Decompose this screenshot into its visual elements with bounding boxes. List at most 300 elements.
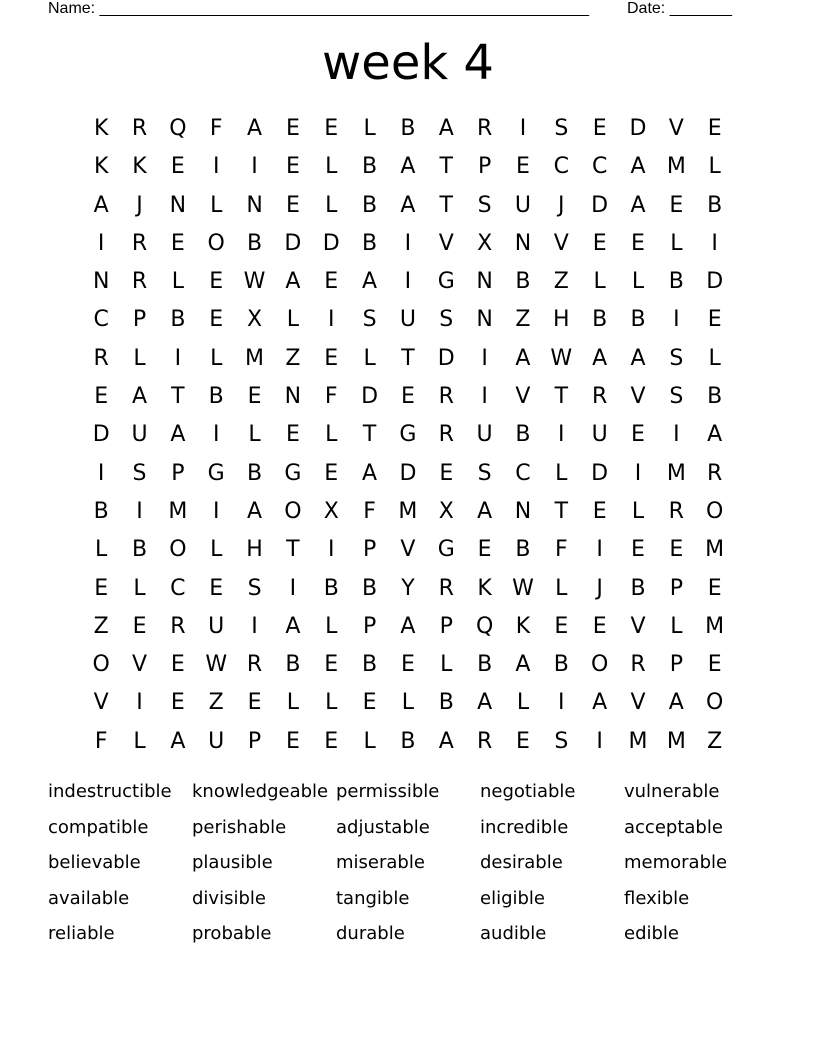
grid-letter[interactable]: L [286,690,300,716]
grid-letter[interactable]: B [400,116,416,141]
grid-letter[interactable]: I [519,116,527,141]
grid-letter[interactable]: A [400,154,416,180]
grid-letter[interactable]: E [170,230,185,256]
grid-letter[interactable]: O [706,690,724,716]
grid-letter[interactable]: E [247,384,262,410]
grid-letter[interactable]: N [284,384,302,410]
grid-letter[interactable]: V [668,116,684,141]
grid-letter[interactable]: E [285,116,300,141]
grid-letter[interactable]: L [325,192,338,218]
grid-letter[interactable]: Z [208,690,224,716]
grid-letter[interactable]: R [476,116,493,141]
grid-letter[interactable]: D [92,422,110,448]
grid-letter[interactable]: L [555,575,568,601]
grid-letter[interactable]: T [554,498,569,524]
grid-letter[interactable]: E [285,422,300,448]
grid-letter[interactable]: R [93,345,109,371]
grid-letter[interactable]: B [515,422,531,448]
grid-letter[interactable]: R [131,116,148,141]
grid-letter[interactable]: I [97,460,105,486]
grid-letter[interactable]: B [515,537,531,563]
grid-letter[interactable]: R [131,269,148,295]
grid-letter[interactable]: A [438,116,454,141]
grid-letter[interactable]: U [476,422,493,448]
grid-letter[interactable]: A [707,422,723,448]
grid-letter[interactable]: B [438,690,454,716]
grid-letter[interactable]: B [592,307,608,333]
grid-letter[interactable]: E [324,460,339,486]
grid-letter[interactable]: L [133,575,146,601]
grid-letter[interactable]: D [322,230,340,256]
grid-letter[interactable]: B [285,652,301,678]
grid-letter[interactable]: S [669,384,684,410]
grid-letter[interactable]: O [706,498,724,524]
grid-letter[interactable]: L [401,690,415,716]
grid-letter[interactable]: I [596,728,603,754]
grid-letter[interactable]: E [592,613,607,639]
grid-letter[interactable]: S [247,575,262,601]
grid-letter[interactable]: Z [93,613,109,639]
grid-letter[interactable]: P [362,613,377,639]
grid-letter[interactable]: I [673,307,680,333]
grid-letter[interactable]: M [245,345,265,371]
grid-letter[interactable]: X [477,230,493,256]
grid-letter[interactable]: I [289,575,297,601]
word-list-item: probable [192,923,272,945]
grid-letter[interactable]: I [136,690,143,716]
grid-letter[interactable]: J [558,192,565,218]
grid-letter[interactable]: E [592,230,607,256]
grid-letter[interactable]: L [171,269,184,295]
grid-row [82,301,734,339]
grid-letter[interactable]: B [93,498,109,524]
grid-letter[interactable]: L [133,728,146,754]
word-list-item: edible [624,923,680,945]
grid-letter[interactable]: U [131,422,148,448]
grid-letter[interactable]: A [477,690,493,716]
grid-letter[interactable]: E [439,460,454,486]
grid-letter[interactable]: L [133,345,146,371]
grid-letter[interactable]: I [481,384,488,410]
grid-letter[interactable]: M [705,537,725,563]
grid-letter[interactable]: H [246,537,263,563]
grid-letter[interactable]: X [247,307,263,333]
grid-letter[interactable]: I [481,345,488,371]
grid-letter[interactable]: C [93,307,109,333]
grid-letter[interactable]: C [170,575,186,601]
grid-letter[interactable]: D [399,460,417,486]
grid-letter[interactable]: F [209,116,223,141]
grid-letter[interactable]: B [630,575,646,601]
grid-letter[interactable]: U [591,422,608,448]
grid-letter[interactable]: G [284,460,302,486]
grid-letter[interactable]: B [707,192,723,218]
grid-letter[interactable]: R [476,728,493,754]
grid-letter[interactable]: B [477,652,493,678]
grid-letter[interactable]: E [132,613,147,639]
grid-letter[interactable]: E [631,422,645,448]
grid-letter[interactable]: O [92,652,110,678]
grid-letter[interactable]: I [558,422,565,448]
grid-letter[interactable]: A [630,192,646,218]
grid-letter[interactable]: B [362,575,378,601]
grid-letter[interactable]: I [212,498,220,524]
grid-letter[interactable]: P [477,154,492,180]
grid-letter[interactable]: P [132,307,147,333]
grid-letter[interactable]: R [438,575,454,601]
grid-letter[interactable]: V [553,230,569,256]
grid-letter[interactable]: I [251,613,258,639]
grid-letter[interactable]: L [95,537,108,563]
grid-letter[interactable]: B [170,307,186,333]
grid-letter[interactable]: A [285,269,301,295]
grid-letter[interactable]: A [630,154,646,180]
grid-letter[interactable]: L [325,422,338,448]
word-list-item: perishable [192,816,287,838]
grid-letter[interactable]: E [170,154,185,180]
grid-letter[interactable]: R [591,384,608,410]
grid-letter[interactable]: C [553,154,569,180]
grid-letter[interactable]: B [323,575,339,601]
grid-letter[interactable]: I [711,230,718,256]
grid-letter[interactable]: I [174,345,182,371]
grid-letter[interactable]: E [285,154,300,180]
grid-letter[interactable]: V [630,613,646,639]
grid-letter[interactable]: E [209,575,224,601]
grid-letter[interactable]: K [132,154,147,180]
grid-letter[interactable]: G [399,422,417,448]
grid-letter[interactable]: M [628,728,648,754]
grid-letter[interactable]: E [400,652,415,678]
grid-letter[interactable]: A [93,192,109,218]
grid-letter[interactable]: E [285,192,300,218]
grid-letter[interactable]: E [516,154,530,180]
grid-letter[interactable]: L [708,345,721,371]
grid-letter[interactable]: L [670,613,683,639]
grid-letter[interactable]: B [247,230,263,256]
grid-letter[interactable]: C [591,154,608,180]
grid-letter[interactable]: B [362,192,378,218]
grid-letter[interactable]: A [400,613,416,639]
grid-letter[interactable]: P [669,575,683,601]
grid-letter[interactable]: D [591,192,609,218]
grid-letter[interactable]: W [243,269,266,295]
grid-letter[interactable]: N [169,192,187,218]
grid-letter[interactable]: B [362,652,378,678]
grid-letter[interactable]: A [247,116,263,141]
grid-letter[interactable]: Q [475,613,494,639]
grid-letter[interactable]: R [246,652,263,678]
grid-letter[interactable]: E [362,690,377,716]
grid-letter[interactable]: J [136,192,143,218]
grid-letter[interactable]: L [325,613,338,639]
grid-letter[interactable]: A [630,345,646,371]
grid-letter[interactable]: A [438,728,454,754]
grid-letter[interactable]: Z [285,345,301,371]
grid-letter[interactable]: L [210,192,223,218]
grid-letter[interactable]: L [363,728,376,754]
grid-letter[interactable]: L [440,652,453,678]
grid-letter[interactable]: E [247,690,262,716]
grid-letter[interactable]: I [673,422,680,448]
grid-letter[interactable]: A [362,460,378,486]
grid-letter[interactable]: B [553,652,569,678]
grid-letter[interactable]: W [550,345,573,371]
grid-letter[interactable]: L [708,154,721,180]
grid-letter[interactable]: E [94,384,109,410]
grid-letter[interactable]: L [286,307,300,333]
grid-letter[interactable]: F [324,384,338,410]
grid-letter[interactable]: E [631,537,645,563]
grid-letter[interactable]: L [210,345,223,371]
grid-letter[interactable]: I [596,537,603,563]
grid-letter[interactable]: Y [401,575,415,601]
grid-letter[interactable]: Z [707,728,723,754]
grid-letter[interactable]: F [554,537,568,563]
grid-letter[interactable]: Q [169,116,187,141]
grid-letter[interactable]: M [705,613,725,639]
grid-letter[interactable]: N [92,269,110,295]
grid-letter[interactable]: J [596,575,603,601]
grid-letter[interactable]: K [93,116,109,141]
grid-letter[interactable]: A [592,345,608,371]
grid-letter[interactable]: H [553,307,570,333]
grid-letter[interactable]: I [634,460,642,486]
grid-letter[interactable]: G [437,269,455,295]
grid-letter[interactable]: E [170,652,185,678]
grid-letter[interactable]: E [94,575,109,601]
grid-letter[interactable]: U [208,613,225,639]
grid-letter[interactable]: A [285,613,301,639]
grid-letter[interactable]: E [707,652,722,678]
grid-letter[interactable]: S [554,116,569,141]
grid-letter[interactable]: I [97,230,105,256]
grid-letter[interactable]: D [284,230,302,256]
grid-letter[interactable]: E [324,269,339,295]
grid-letter[interactable]: X [438,498,454,524]
grid-letter[interactable]: E [209,307,224,333]
grid-letter[interactable]: L [248,422,261,448]
grid-row [82,148,734,186]
grid-letter[interactable]: F [363,498,376,524]
grid-letter[interactable]: D [591,460,609,486]
grid-letter[interactable]: T [401,345,415,371]
grid-letter[interactable]: P [171,460,185,486]
grid-letter[interactable]: L [325,690,338,716]
grid-letter[interactable]: S [554,728,569,754]
grid-letter[interactable]: D [437,345,455,371]
grid-letter[interactable]: T [286,537,300,563]
grid-letter[interactable]: B [362,230,378,256]
grid-letter[interactable]: I [404,269,412,295]
grid-letter[interactable]: B [707,384,723,410]
grid-letter[interactable]: E [592,116,607,141]
grid-letter[interactable]: I [251,154,258,180]
grid-letter[interactable]: A [668,690,684,716]
grid-letter[interactable]: E [592,498,607,524]
grid-letter[interactable]: U [514,192,531,218]
grid-letter[interactable]: Z [553,269,569,295]
grid-letter[interactable]: L [631,269,645,295]
grid-letter[interactable]: I [212,154,220,180]
grid-letter[interactable]: G [437,537,455,563]
grid-letter[interactable]: R [668,498,684,524]
grid-letter[interactable]: D [361,384,379,410]
grid-row [82,340,734,378]
grid-letter[interactable]: E [285,728,300,754]
grid-letter[interactable]: V [515,384,531,410]
grid-letter[interactable]: P [362,537,377,563]
grid-letter[interactable]: L [325,154,338,180]
grid-letter[interactable]: I [404,230,412,256]
grid-letter[interactable]: T [171,384,185,410]
grid-letter[interactable]: X [323,498,339,524]
grid-letter[interactable]: L [210,537,223,563]
grid-letter[interactable]: M [666,460,686,486]
grid-letter[interactable]: L [363,345,376,371]
grid-letter[interactable]: T [554,384,569,410]
grid-letter[interactable]: V [630,384,646,410]
grid-letter[interactable]: B [247,460,263,486]
grid-letter[interactable]: A [362,269,378,295]
grid-letter[interactable]: R [438,422,454,448]
grid-letter[interactable]: B [515,269,531,295]
grid-letter[interactable]: E [707,575,722,601]
grid-letter[interactable]: E [324,728,339,754]
grid-letter[interactable]: S [477,460,492,486]
word-list-row [48,845,768,881]
grid-letter[interactable]: T [439,154,453,180]
grid-letter[interactable]: M [168,498,188,524]
grid-letter[interactable]: T [362,422,377,448]
grid-letter[interactable]: E [209,269,224,295]
grid-letter[interactable]: W [512,575,534,601]
grid-letter[interactable]: M [666,728,686,754]
grid-letter[interactable]: U [208,728,225,754]
grid-letter[interactable]: P [439,613,453,639]
grid-letter[interactable]: R [170,613,186,639]
grid-letter[interactable]: F [94,728,108,754]
grid-letter[interactable]: O [284,498,302,524]
grid-letter[interactable]: W [205,652,228,678]
grid-letter[interactable]: I [327,537,335,563]
grid-letter[interactable]: B [630,307,646,333]
grid-letter[interactable]: A [477,498,493,524]
grid-letter[interactable]: E [707,307,722,333]
grid-letter[interactable]: R [630,652,646,678]
grid-letter[interactable]: A [170,728,186,754]
grid-letter[interactable]: E [669,192,684,218]
grid-letter[interactable]: N [514,498,532,524]
grid-letter[interactable]: V [93,690,109,716]
grid-letter[interactable]: K [515,613,531,639]
grid-row [82,225,734,263]
grid-letter[interactable]: E [669,537,684,563]
grid-letter[interactable]: L [631,498,645,524]
grid-letter[interactable]: L [516,690,530,716]
grid-letter[interactable]: E [170,690,185,716]
grid-letter[interactable]: B [400,728,416,754]
grid-letter[interactable]: N [476,307,493,333]
grid-letter[interactable]: L [363,116,376,141]
grid-letter[interactable]: E [324,116,339,141]
grid-letter[interactable]: B [668,269,684,295]
grid-letter[interactable]: E [324,345,339,371]
grid-letter[interactable]: M [666,154,686,180]
word-list-item: eligible [480,887,546,909]
grid-letter[interactable]: S [477,192,492,218]
grid-letter[interactable]: L [555,460,568,486]
grid-letter[interactable]: I [327,307,335,333]
grid-letter[interactable]: A [170,422,186,448]
grid-letter[interactable]: T [439,192,453,218]
grid-letter[interactable]: B [208,384,224,410]
grid-letter[interactable]: A [592,690,608,716]
grid-letter[interactable]: A [515,345,531,371]
grid-letter[interactable]: I [136,498,143,524]
grid-letter[interactable]: K [93,154,109,180]
grid-letter[interactable]: D [706,269,724,295]
grid-letter[interactable]: R [131,230,148,256]
grid-letter[interactable]: Z [515,307,531,333]
grid-letter[interactable]: V [400,537,416,563]
grid-letter[interactable]: E [554,613,569,639]
grid-letter[interactable]: O [590,652,609,678]
grid-letter[interactable]: V [630,690,646,716]
grid-letter[interactable]: R [707,460,723,486]
grid-letter[interactable]: S [439,307,454,333]
grid-row [82,416,734,454]
grid-letter[interactable]: S [132,460,147,486]
grid-letter[interactable]: K [477,575,492,601]
grid-letter[interactable]: S [669,345,684,371]
grid-letter[interactable]: O [207,230,225,256]
grid-letter[interactable]: L [670,230,683,256]
grid-letter[interactable]: V [438,230,454,256]
grid-letter[interactable]: D [629,116,647,141]
grid-letter[interactable]: P [669,652,683,678]
grid-letter[interactable]: S [362,307,377,333]
grid-letter[interactable]: O [169,537,187,563]
grid-letter[interactable]: E [707,116,722,141]
word-list-item: tangible [336,887,410,909]
grid-letter[interactable]: G [207,460,225,486]
grid-letter[interactable]: B [131,537,148,563]
grid-letter[interactable]: M [398,498,418,524]
grid-letter[interactable]: R [438,384,454,410]
grid-letter[interactable]: N [246,192,263,218]
grid-letter[interactable]: E [477,537,492,563]
grid-letter[interactable]: E [516,728,530,754]
grid-letter[interactable]: A [247,498,263,524]
grid-letter[interactable]: E [631,230,645,256]
grid-letter[interactable]: E [400,384,415,410]
grid-letter[interactable]: V [131,652,148,678]
grid-letter[interactable]: P [247,728,262,754]
grid-letter[interactable]: I [212,422,220,448]
grid-letter[interactable]: A [515,652,531,678]
grid-letter[interactable]: U [399,307,416,333]
grid-letter[interactable]: C [515,460,531,486]
grid-letter[interactable]: N [476,269,493,295]
grid-letter[interactable]: B [362,154,378,180]
grid-letter[interactable]: L [593,269,606,295]
grid-letter[interactable]: N [514,230,532,256]
grid-letter[interactable]: I [558,690,565,716]
grid-letter[interactable]: A [131,384,148,410]
grid-letter[interactable]: A [400,192,416,218]
grid-letter[interactable]: E [324,652,339,678]
